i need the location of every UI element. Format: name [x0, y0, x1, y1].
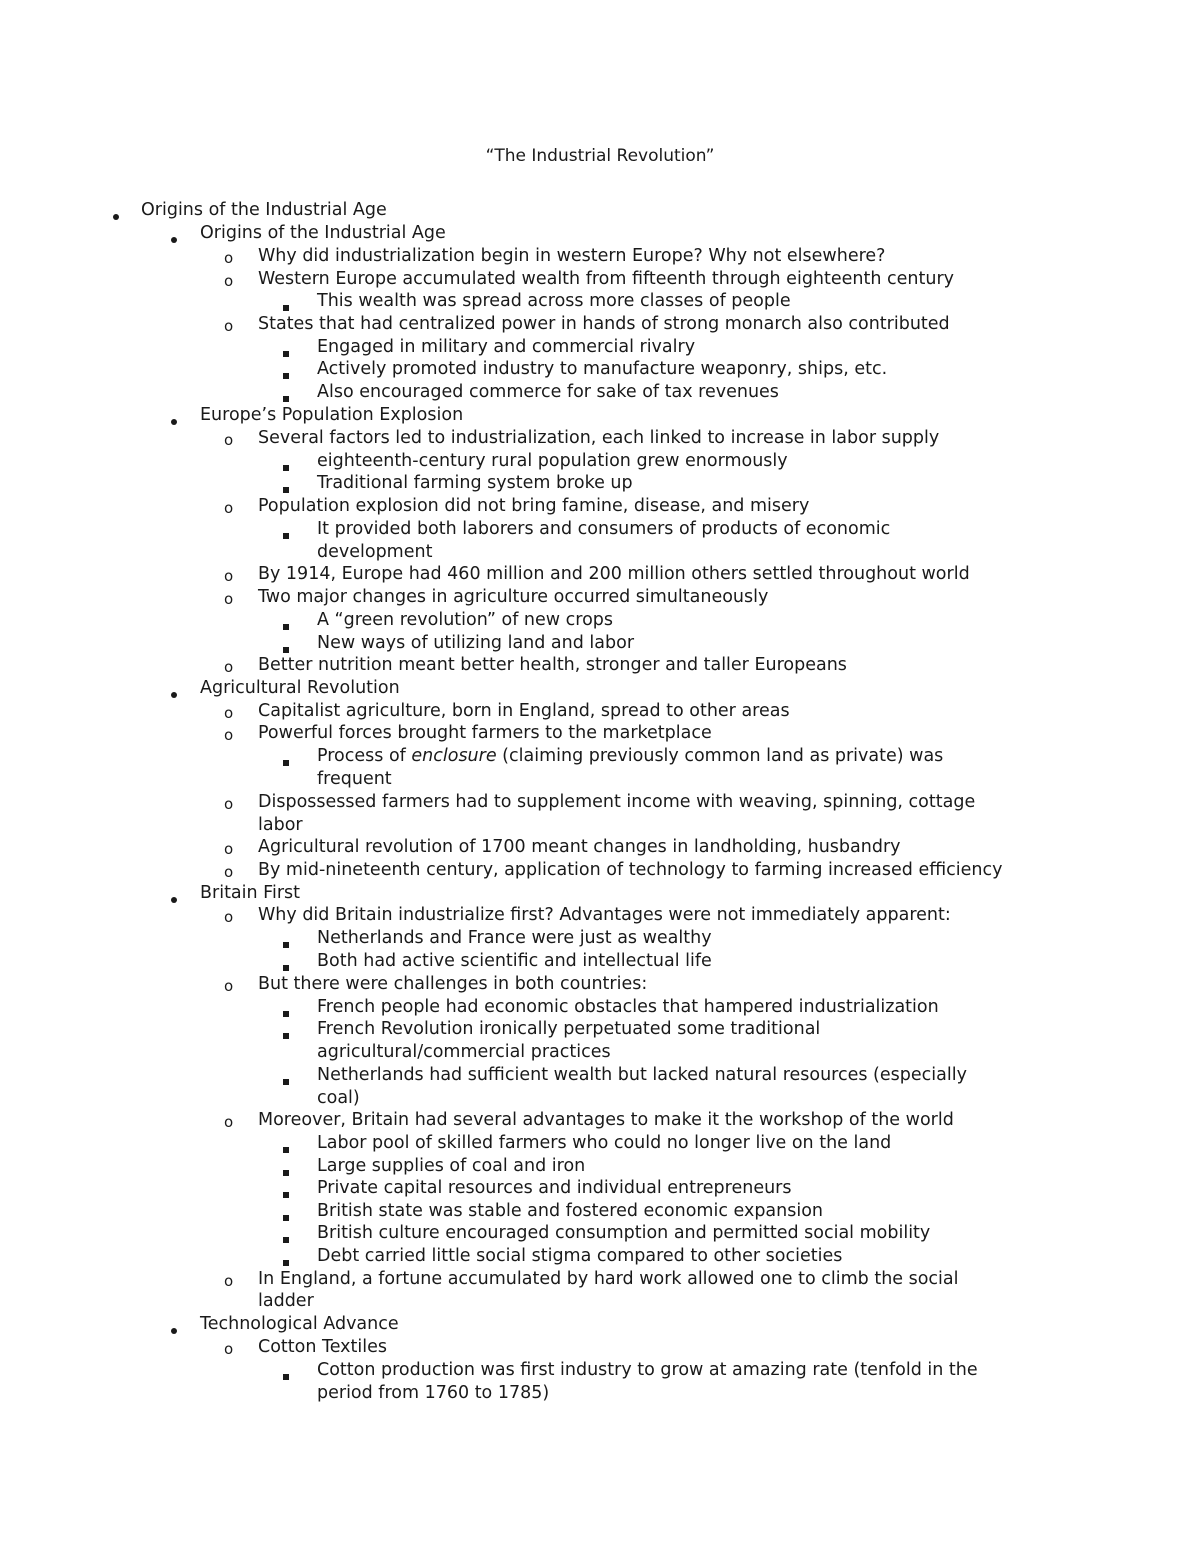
- outline-item-text: Better nutrition meant better health, stronger and taller Europeans: [258, 655, 847, 675]
- outline-item: [0, 518, 1200, 541]
- outline-item-text: Western Europe accumulated wealth from fifteenth through eighteenth century: [258, 269, 955, 289]
- outline-item-text: British state was stable and fostered economic expansion: [317, 1201, 824, 1221]
- outline-item: [0, 222, 1200, 245]
- outline-item: [0, 859, 1200, 882]
- outline-item-text: Why did industrialization begin in western Europe? Why not elsewhere?: [258, 246, 886, 266]
- bullet-circle-icon: o: [224, 431, 234, 449]
- outline-item-text: Large supplies of coal and iron: [317, 1156, 586, 1176]
- outline-item: [0, 1245, 1200, 1268]
- outline-item: [0, 1177, 1200, 1200]
- outline-line-continuation: [0, 814, 1200, 837]
- bullet-circle-icon: o: [224, 590, 234, 608]
- outline-item-text: By 1914, Europe had 460 million and 200 million others settled throughout world: [258, 564, 970, 584]
- outline-item-text: Traditional farming system broke up: [317, 473, 633, 493]
- outline-item: [0, 1109, 1200, 1132]
- outline-item: [0, 1313, 1200, 1336]
- outline-item-text: This wealth was spread across more classes of people: [317, 291, 791, 311]
- outline-item: [0, 791, 1200, 814]
- outline-item: [0, 404, 1200, 427]
- bullet-circle-icon: o: [224, 795, 234, 813]
- outline-item: [0, 722, 1200, 745]
- outline-item-text: Two major changes in agriculture occurred simultaneously: [258, 587, 769, 607]
- bullet-circle-icon: o: [224, 726, 234, 744]
- emphasized-term: enclosure: [411, 746, 497, 766]
- outline-item-text: agricultural/commercial practices: [317, 1042, 611, 1062]
- outline-item-text: period from 1760 to 1785): [317, 1383, 550, 1403]
- outline-item-text: Dispossessed farmers had to supplement income with weaving, spinning, cottage: [258, 792, 976, 812]
- outline-item: [0, 973, 1200, 996]
- outline-item: [0, 427, 1200, 450]
- outline-item-text: Population explosion did not bring famine, disease, and misery: [258, 496, 810, 516]
- outline-item-text: Agricultural Revolution: [200, 678, 400, 698]
- bullet-circle-icon: o: [224, 863, 234, 881]
- bullet-circle-icon: o: [224, 249, 234, 267]
- bullet-circle-icon: o: [224, 704, 234, 722]
- outline-item-text: Origins of the Industrial Age: [141, 200, 387, 220]
- outline-item-text: Netherlands and France were just as wealthy: [317, 928, 712, 948]
- outline-item-text: British culture encouraged consumption and permitted social mobility: [317, 1223, 931, 1243]
- outline-item-text: Labor pool of skilled farmers who could no longer live on the land: [317, 1133, 892, 1153]
- outline-item-text: Why did Britain industrialize first? Advantages were not immediately apparent:: [258, 905, 951, 925]
- outline-item-text: development: [317, 542, 433, 562]
- bullet-circle-icon: o: [224, 908, 234, 926]
- outline-item: [0, 700, 1200, 723]
- outline-line-continuation: [0, 1041, 1200, 1064]
- outline-item: [0, 358, 1200, 381]
- outline-item-text: Cotton production was first industry to grow at amazing rate (tenfold in the: [317, 1360, 978, 1380]
- bullet-circle-icon: o: [224, 658, 234, 676]
- outline-item: [0, 677, 1200, 700]
- bullet-circle-icon: o: [224, 567, 234, 585]
- outline-item-text: ladder: [258, 1291, 314, 1311]
- bullet-circle-icon: o: [224, 499, 234, 517]
- bullet-circle-icon: o: [224, 317, 234, 335]
- outline-item: [0, 1336, 1200, 1359]
- outline-item-text: It provided both laborers and consumers of products of economic: [317, 519, 891, 539]
- outline-item-text: Actively promoted industry to manufacture weaponry, ships, etc.: [317, 359, 888, 379]
- outline-item-text: Also encouraged commerce for sake of tax revenues: [317, 382, 779, 402]
- outline-item-text: French people had economic obstacles that hampered industrialization: [317, 997, 939, 1017]
- outline-item: [0, 472, 1200, 495]
- bullet-circle-icon: o: [224, 272, 234, 290]
- outline-item-text: A “green revolution” of new crops: [317, 610, 614, 630]
- outline-item: [0, 381, 1200, 404]
- outline-line-continuation: [0, 1382, 1200, 1405]
- outline-item: [0, 904, 1200, 927]
- outline-line-continuation: [0, 541, 1200, 564]
- outline-item-text: Britain First: [200, 883, 300, 903]
- text-segment: (claiming previously common land as private) was: [496, 746, 944, 766]
- outline-item-text: frequent: [317, 769, 392, 789]
- outline-item: [0, 1200, 1200, 1223]
- outline-item: [0, 1222, 1200, 1245]
- outline-line-continuation: [0, 1290, 1200, 1313]
- bullet-circle-icon: o: [224, 1272, 234, 1290]
- outline-item-text: Europe’s Population Explosion: [200, 405, 464, 425]
- outline-item: [0, 450, 1200, 473]
- outline-item: [0, 609, 1200, 632]
- outline-item: [0, 1359, 1200, 1382]
- outline-item: [0, 586, 1200, 609]
- outline-item: [0, 1018, 1200, 1041]
- bullet-circle-icon: o: [224, 1113, 234, 1131]
- outline-item-text: [317, 745, 943, 768]
- outline-item-text: labor: [258, 815, 303, 835]
- outline-item-text: Origins of the Industrial Age: [200, 223, 446, 243]
- outline-item-text: Private capital resources and individual entrepreneurs: [317, 1178, 792, 1198]
- outline-item: [0, 268, 1200, 291]
- outline-item-text: In England, a fortune accumulated by hard work allowed one to climb the social: [258, 1269, 959, 1289]
- outline-item: [0, 950, 1200, 973]
- outline-item: [0, 882, 1200, 905]
- outline-item-text: Cotton Textiles: [258, 1337, 388, 1357]
- outline-item-text: Debt carried little social stigma compared to other societies: [317, 1246, 843, 1266]
- outline-item-text: Powerful forces brought farmers to the marketplace: [258, 723, 712, 743]
- outline-item-text: Technological Advance: [200, 1314, 399, 1334]
- outline-item-text: eighteenth-century rural population grew enormously: [317, 451, 788, 471]
- outline-item: [0, 495, 1200, 518]
- outline-item-text: Netherlands had sufficient wealth but lacked natural resources (especially: [317, 1065, 967, 1085]
- bullet-circle-icon: o: [224, 1340, 234, 1358]
- document-title: “The Industrial Revolution”: [485, 146, 715, 166]
- outline-item-text: But there were challenges in both countries:: [258, 974, 648, 994]
- outline-item: [0, 245, 1200, 268]
- text-segment: Process of: [317, 746, 412, 766]
- outline-item: [0, 836, 1200, 859]
- outline-item: [0, 745, 1200, 768]
- outline-item: [0, 290, 1200, 313]
- outline-item-text: Moreover, Britain had several advantages to make it the workshop of the world: [258, 1110, 954, 1130]
- outline-item-text: Agricultural revolution of 1700 meant changes in landholding, husbandry: [258, 837, 901, 857]
- bullet-circle-icon: o: [224, 840, 234, 858]
- outline-item-text: coal): [317, 1088, 360, 1108]
- outline-item-text: States that had centralized power in hands of strong monarch also contributed: [258, 314, 950, 334]
- outline-item-text: Engaged in military and commercial rivalry: [317, 337, 696, 357]
- outline-item-text: Both had active scientific and intellectual life: [317, 951, 712, 971]
- outline-item: [0, 1064, 1200, 1087]
- outline-item: [0, 563, 1200, 586]
- outline-item: [0, 336, 1200, 359]
- outline-item-text: French Revolution ironically perpetuated some traditional: [317, 1019, 821, 1039]
- outline-line-continuation: [0, 768, 1200, 791]
- outline-item-text: Several factors led to industrialization, each linked to increase in labor supply: [258, 428, 940, 448]
- outline-item: [0, 654, 1200, 677]
- outline-item: [0, 313, 1200, 336]
- outline-item-text: New ways of utilizing land and labor: [317, 633, 635, 653]
- outline-item: [0, 632, 1200, 655]
- bullet-circle-icon: o: [224, 977, 234, 995]
- outline-item: [0, 1132, 1200, 1155]
- outline-item-text: Capitalist agriculture, born in England, spread to other areas: [258, 701, 790, 721]
- outline-item: [0, 996, 1200, 1019]
- outline-line-continuation: [0, 1087, 1200, 1110]
- outline-item: [0, 1268, 1200, 1291]
- outline-item: [0, 199, 1200, 222]
- outline-item: [0, 927, 1200, 950]
- outline-item: [0, 1155, 1200, 1178]
- outline-item-text: By mid-nineteenth century, application of technology to farming increased efficiency: [258, 860, 1003, 880]
